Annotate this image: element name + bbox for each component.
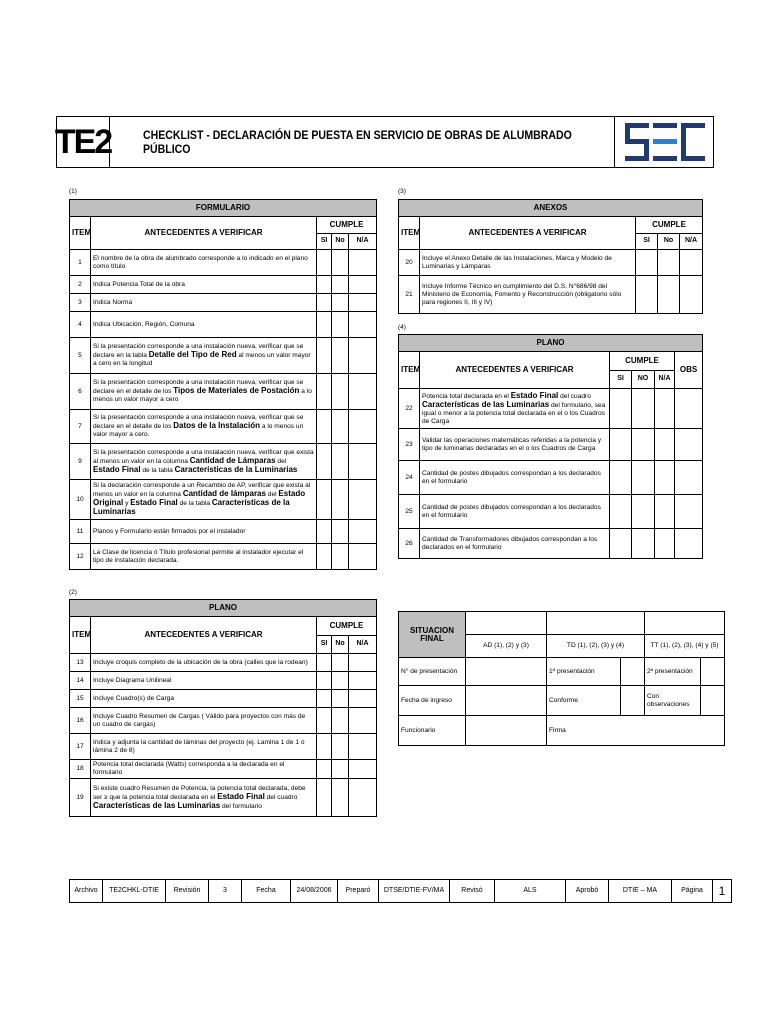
- check-na[interactable]: [655, 461, 675, 495]
- check-na[interactable]: [349, 544, 377, 570]
- table-row: 3 Indica Norma: [70, 294, 377, 312]
- check-si[interactable]: [317, 672, 332, 690]
- table-row: 9 Si la presentación corresponde a una instalación nueva, verificar que exista al menos un valor en la columna Cantidad de Lámparas del Estado Final de la tabla Características de la Luminarias: [70, 444, 377, 480]
- label-firma: Firma: [547, 716, 725, 746]
- check-na[interactable]: [349, 690, 377, 708]
- col-cumple: CUMPLE: [636, 217, 703, 234]
- table-row: 5 Si la presentación corresponde a una instalación nueva, verificar que se declare en la tabla Detalle del Tipo de Red al menos un valor mayor a cero en la longitud: [70, 338, 377, 374]
- field-fecha-ingreso[interactable]: [466, 686, 547, 716]
- document-header: [56, 116, 714, 168]
- check-no[interactable]: [332, 672, 349, 690]
- table-row: 22 Potencia total declarada en el Estado Final del cuadro Características de las Luminarias del formulario, sea igual o menor a la potencia total declarada en el o los Cuadros de Carga: [399, 389, 703, 429]
- col-no: NO: [632, 370, 655, 389]
- check-no[interactable]: [632, 529, 655, 559]
- check-si[interactable]: [636, 250, 658, 276]
- section-title: PLANO: [70, 600, 377, 617]
- check-si[interactable]: [317, 544, 332, 570]
- col-antecedentes: ANTECEDENTES A VERIFICAR: [420, 217, 636, 250]
- check-no[interactable]: [332, 760, 349, 779]
- check-na[interactable]: [349, 250, 377, 276]
- check-si[interactable]: [317, 734, 332, 760]
- col-ad: AD (1), (2) y (3): [466, 635, 547, 658]
- check-na[interactable]: [680, 276, 703, 314]
- doc-code: TE2: [57, 117, 110, 167]
- col-td: TD (1), (2), (3) y (4): [547, 635, 645, 658]
- check-si[interactable]: [317, 374, 332, 410]
- check-si[interactable]: [317, 520, 332, 544]
- table-row: 11 Planos y Formulario están firmados por el instalador: [70, 520, 377, 544]
- footer-preparo-label: Preparó: [338, 880, 379, 903]
- option-con-observaciones: Con observaciones: [645, 686, 701, 716]
- field-funcionario[interactable]: [466, 716, 547, 746]
- check-si[interactable]: [317, 312, 332, 338]
- label-n-presentacion: N° de presentación: [399, 658, 466, 686]
- check-si[interactable]: [317, 276, 332, 294]
- col-obs: OBS: [675, 352, 703, 389]
- check-na[interactable]: [349, 654, 377, 672]
- check-si[interactable]: [317, 690, 332, 708]
- check-si[interactable]: [610, 495, 632, 529]
- footer-revision-label: Revisión: [166, 880, 209, 903]
- col-si: SI: [610, 370, 632, 389]
- table-row: 14 Incluye Diagrama Unilineal: [70, 672, 377, 690]
- col-antecedentes: ANTECEDENTES A VERIFICAR: [91, 217, 317, 250]
- check-no[interactable]: [658, 250, 680, 276]
- check-na[interactable]: [680, 250, 703, 276]
- check-na[interactable]: [349, 520, 377, 544]
- section-title: FORMULARIO: [70, 200, 377, 217]
- check-si[interactable]: [610, 529, 632, 559]
- check-na[interactable]: [349, 734, 377, 760]
- table-row: 17 Indica y adjunta la cantidad de láminas del proyecto (ej. Lamina 1 de 1 ó lámina 2 de 8): [70, 734, 377, 760]
- check-si[interactable]: [610, 461, 632, 495]
- check-si[interactable]: [317, 654, 332, 672]
- footer-aprobo-label: Aprobó: [566, 880, 609, 903]
- check-no[interactable]: [332, 312, 349, 338]
- col-si: SI: [317, 635, 332, 654]
- table-row: 6 Si la presentación corresponde a una instalación nueva, verificar que se declare en el detalle de los Tipos de Materiales de Postación a lo menos un valor mayor a cero: [70, 374, 377, 410]
- situacion-title: SITUACION FINAL: [399, 612, 466, 658]
- check-si[interactable]: [636, 276, 658, 314]
- table-row: 15 Incluye Cuadro(s) de Carga: [70, 690, 377, 708]
- option-conforme: Conforme: [547, 686, 621, 716]
- check-no[interactable]: [332, 708, 349, 734]
- col-item: ITEM: [70, 617, 91, 654]
- check-na[interactable]: [655, 389, 675, 429]
- check-no[interactable]: [332, 294, 349, 312]
- col-na: N/A: [680, 233, 703, 250]
- table-row: 20 Incluye el Anexo Detalle de las Instalaciones, Marca y Modelo de Luminarias y Lámparas: [399, 250, 703, 276]
- check-na[interactable]: [349, 338, 377, 374]
- check-si[interactable]: [317, 444, 332, 480]
- check-no[interactable]: [332, 734, 349, 760]
- footer-fecha-label: Fecha: [242, 880, 291, 903]
- col-cumple: CUMPLE: [317, 617, 377, 636]
- col-na: N/A: [349, 635, 377, 654]
- check-si[interactable]: [317, 294, 332, 312]
- check-na[interactable]: [349, 276, 377, 294]
- col-no: No: [332, 233, 349, 250]
- label-fecha-ingreso: Fecha de ingreso: [399, 686, 466, 716]
- check-no[interactable]: [332, 779, 349, 817]
- check-na[interactable]: [349, 779, 377, 817]
- obs-cell[interactable]: [675, 529, 703, 559]
- check-si[interactable]: [610, 389, 632, 429]
- plano2-table: [398, 334, 703, 559]
- option-2-presentacion: 2ª presentación: [645, 658, 701, 686]
- col-cumple: CUMPLE: [317, 217, 377, 234]
- col-item: ITEM: [70, 217, 91, 250]
- checkbox-1-presentacion[interactable]: [621, 658, 645, 686]
- footer-revision-value: 3: [209, 880, 242, 903]
- table-row: 18 Potencia total declarada (Watts) corresponda a la declarada en el formulario: [70, 760, 377, 779]
- footer-aprobo-value: DTIE – MA: [609, 880, 672, 903]
- col-cumple: CUMPLE: [610, 352, 675, 371]
- col-antecedentes: ANTECEDENTES A VERIFICAR: [91, 617, 317, 654]
- table-row: 19 Si existe cuadro Resumen de Potencia, la potencia total declarada, debe ser ≥ que la potencia total declarada en el Estado Final del cuadro Características de las Luminarias del formulario: [70, 779, 377, 817]
- obs-cell[interactable]: [675, 389, 703, 429]
- col-antecedentes: ANTECEDENTES A VERIFICAR: [420, 352, 610, 389]
- footer-pagina-label: Página: [672, 880, 713, 903]
- table-row: 7 Si la presentación corresponde a una instalación nueva, verificar que se declare en el detalle de los Datos de la Instalación a lo menos un valor mayor a cero.: [70, 410, 377, 444]
- table-row: 1 El nombre de la obra de alumbrado corresponde a lo indicado en el plano como título: [70, 250, 377, 276]
- table-row: 12 La Clase de licencia ó Título profesional permite al instalador ejecutar el tipo de instalación declarada.: [70, 544, 377, 570]
- check-si[interactable]: [317, 708, 332, 734]
- table-row: 23 Validar las operaciones matemáticas referidas a la potencia y tipo de luminarias declaradas en el o los Cuadros de Carga: [399, 429, 703, 461]
- option-1-presentacion: 1ª presentación: [547, 658, 621, 686]
- check-na[interactable]: [349, 374, 377, 410]
- obs-cell[interactable]: [675, 429, 703, 461]
- footer-table: [69, 879, 732, 903]
- checkbox-2-presentacion[interactable]: [701, 658, 725, 686]
- section-ref: (1): [69, 188, 77, 195]
- check-no[interactable]: [332, 690, 349, 708]
- footer-archivo-value: TE2CHKL-DTIE: [103, 880, 166, 903]
- obs-cell[interactable]: [675, 461, 703, 495]
- check-no[interactable]: [332, 250, 349, 276]
- check-no[interactable]: [332, 444, 349, 480]
- footer-preparo-value: DTSE/DTIE-FV/MA: [379, 880, 450, 903]
- table-row: 10 Si la declaración corresponde a un Recambio de AP, verificar que exista al menos un valor en la columna Cantidad de lámparas del Estado Original y Estado Final de la tabla Características de la Luminarias: [70, 480, 377, 520]
- formulario-table: [69, 199, 377, 570]
- check-na[interactable]: [349, 708, 377, 734]
- check-na[interactable]: [349, 294, 377, 312]
- section-title: ANEXOS: [399, 200, 703, 217]
- check-na[interactable]: [349, 410, 377, 444]
- col-tt: TT (1), (2), (3), (4) y (5): [645, 635, 725, 658]
- check-si[interactable]: [317, 410, 332, 444]
- section-ref: (2): [69, 589, 77, 596]
- check-na[interactable]: [349, 444, 377, 480]
- col-item: ITEM: [399, 217, 420, 250]
- check-no[interactable]: [632, 389, 655, 429]
- check-no[interactable]: [632, 429, 655, 461]
- check-no[interactable]: [332, 374, 349, 410]
- col-si: SI: [636, 233, 658, 250]
- check-si[interactable]: [317, 250, 332, 276]
- table-row: 16 Incluye Cuadro Resumen de Cargas ( Válido para proyectos con más de un cuadro de cargas): [70, 708, 377, 734]
- footer-reviso-label: Revisó: [450, 880, 495, 903]
- col-na: N/A: [655, 370, 675, 389]
- field-n-presentacion[interactable]: [466, 658, 547, 686]
- check-si[interactable]: [317, 779, 332, 817]
- sec-logo: [614, 117, 713, 167]
- check-no[interactable]: [632, 461, 655, 495]
- doc-title: CHECKLIST - DECLARACIÓN DE PUESTA EN SERVICIO DE OBRAS DE ALUMBRADO PÚBLICO: [143, 128, 572, 156]
- table-row: 25 Cantidad de postes dibujados correspondan a los declarados en el formulario: [399, 495, 703, 529]
- obs-cell[interactable]: [675, 495, 703, 529]
- footer-reviso-value: ALS: [495, 880, 566, 903]
- table-row: 4 Indica Ubicación, Región, Comuna: [70, 312, 377, 338]
- plano-table: [69, 599, 377, 817]
- check-no[interactable]: [332, 480, 349, 520]
- col-si: SI: [317, 233, 332, 250]
- section-title: PLANO: [399, 335, 703, 352]
- footer-pagina-value: 1: [713, 880, 732, 903]
- check-no[interactable]: [332, 544, 349, 570]
- anexos-table: [398, 199, 703, 314]
- check-si[interactable]: [317, 338, 332, 374]
- col-no: No: [332, 635, 349, 654]
- check-na[interactable]: [655, 495, 675, 529]
- col-item: ITEM: [399, 352, 420, 389]
- section-ref: (4): [398, 324, 406, 331]
- check-na[interactable]: [655, 429, 675, 461]
- table-row: 13 Incluye croquis completo de la ubicación de la obra (calles que la rodean): [70, 654, 377, 672]
- check-no[interactable]: [658, 276, 680, 314]
- situacion-final-table: [398, 611, 725, 746]
- checkbox-conforme[interactable]: [621, 686, 645, 716]
- footer-archivo-label: Archivo: [70, 880, 103, 903]
- col-no: No: [658, 233, 680, 250]
- check-no[interactable]: [332, 410, 349, 444]
- check-na[interactable]: [349, 672, 377, 690]
- check-no[interactable]: [632, 495, 655, 529]
- label-funcionario: Funcionario: [399, 716, 466, 746]
- check-na[interactable]: [349, 312, 377, 338]
- check-si[interactable]: [317, 760, 332, 779]
- check-na[interactable]: [349, 760, 377, 779]
- footer-fecha-value: 24/08/2006: [291, 880, 338, 903]
- table-row: 26 Cantidad de Transformadores dibujados correspondan a los declarados en el formulario: [399, 529, 703, 559]
- check-no[interactable]: [332, 520, 349, 544]
- checkbox-con-observaciones[interactable]: [701, 686, 725, 716]
- section-ref: (3): [398, 188, 406, 195]
- check-si[interactable]: [610, 429, 632, 461]
- table-row: 24 Cantidad de postes dibujados correspondan a los declarados en el formulario: [399, 461, 703, 495]
- check-si[interactable]: [317, 480, 332, 520]
- table-row: 2 Indica Potencia Total de la obra: [70, 276, 377, 294]
- col-na: N/A: [349, 233, 377, 250]
- check-no[interactable]: [332, 276, 349, 294]
- table-row: 21 Incluye Informe Técnico en cumplimiento del D.S. N°686/98 del Ministerio de Economía, Fomento y Reconstrucción (obligatorio sólo para regiones II, III y IV): [399, 276, 703, 314]
- check-na[interactable]: [655, 529, 675, 559]
- check-no[interactable]: [332, 654, 349, 672]
- check-na[interactable]: [349, 480, 377, 520]
- check-no[interactable]: [332, 338, 349, 374]
